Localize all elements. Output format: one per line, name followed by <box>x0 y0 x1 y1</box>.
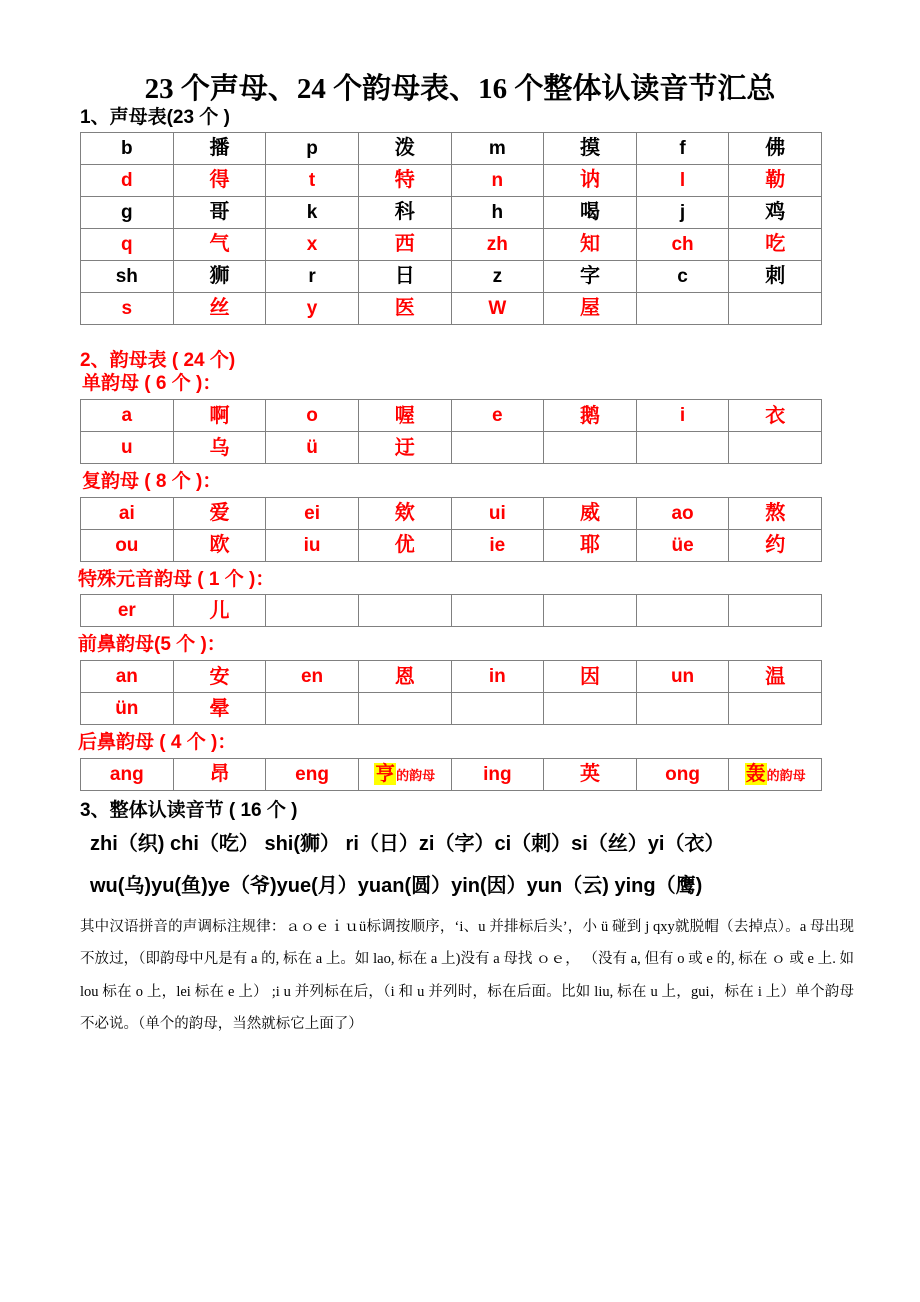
cell-hanzi: 儿 <box>173 595 266 627</box>
cell-hanzi: 摸 <box>544 132 637 164</box>
cell-empty <box>636 432 729 464</box>
cell-hanzi: 熬 <box>729 497 822 529</box>
cell-hanzi: 日 <box>358 260 451 292</box>
cell-hanzi: 鹅 <box>544 400 637 432</box>
table-row <box>81 228 822 260</box>
danyunmu-table <box>80 399 822 464</box>
cell-hanzi: 气 <box>173 228 266 260</box>
cell-hanzi: 讷 <box>544 164 637 196</box>
cell-empty <box>266 595 359 627</box>
cell-pinyin: en <box>266 661 359 693</box>
cell-pinyin: k <box>266 196 359 228</box>
table-row <box>81 132 822 164</box>
cell-hanzi: 优 <box>358 529 451 561</box>
cell-hanzi: 哥 <box>173 196 266 228</box>
cell-empty <box>451 693 544 725</box>
cell-hanzi: 爱 <box>173 497 266 529</box>
cell-pinyin: u <box>81 432 174 464</box>
qianbi-yunmu-heading: 前鼻韵母(5 个 )： <box>78 634 226 656</box>
cell-hanzi: 安 <box>173 661 266 693</box>
cell-pinyin: n <box>451 164 544 196</box>
cell-pinyin: z <box>451 260 544 292</box>
cell-pinyin: ui <box>451 497 544 529</box>
cell-empty <box>544 432 637 464</box>
cell-empty <box>544 693 637 725</box>
section-1-heading: 1、声母表(23 个 ) <box>80 106 230 128</box>
table-row <box>81 260 822 292</box>
cell-hanzi: 鸡 <box>729 196 822 228</box>
cell-pinyin: q <box>81 228 174 260</box>
cell-pinyin: c <box>636 260 729 292</box>
cell-hanzi: 屋 <box>544 292 637 324</box>
cell-hanzi: 迂 <box>358 432 451 464</box>
cell-pinyin: x <box>266 228 359 260</box>
highlight-rest-eng: 的韵母 <box>396 768 436 784</box>
cell-pinyin: eng <box>266 758 359 790</box>
danyunmu-heading: 单韵母 ( 6 个 )： <box>82 373 222 395</box>
cell-pinyin: s <box>81 292 174 324</box>
table-row <box>81 164 822 196</box>
cell-hanzi: 医 <box>358 292 451 324</box>
cell-hanzi: 知 <box>544 228 637 260</box>
cell-hanzi: 乌 <box>173 432 266 464</box>
syllable-line-2: wu(乌)yu(鱼)ye（爷)yue(月）yuan(圆）yin(因）yun（云) ying（鹰) <box>90 874 703 897</box>
cell-pinyin: iu <box>266 529 359 561</box>
cell-pinyin: ie <box>451 529 544 561</box>
section-2-heading: 2、韵母表 ( 24 个) <box>80 349 236 371</box>
cell-hanzi: 因 <box>544 661 637 693</box>
cell-pinyin: a <box>81 400 174 432</box>
cell-hanzi: 佛 <box>729 132 822 164</box>
cell-hanzi: 耶 <box>544 529 637 561</box>
cell-pinyin: an <box>81 661 174 693</box>
table-row <box>81 400 822 432</box>
qianbi-yunmu-table <box>80 660 822 725</box>
cell-pinyin: üe <box>636 529 729 561</box>
cell-hanzi: 欧 <box>173 529 266 561</box>
cell-pinyin: h <box>451 196 544 228</box>
cell-empty <box>451 595 544 627</box>
cell-pinyin: d <box>81 164 174 196</box>
cell-empty <box>729 292 822 324</box>
cell-hanzi: 科 <box>358 196 451 228</box>
page-title: 23 个声母、24 个韵母表、16 个整体认读音节汇总 <box>144 73 776 105</box>
fuyunmu-table <box>80 497 822 562</box>
cell-pinyin: un <box>636 661 729 693</box>
cell-empty <box>636 693 729 725</box>
shengmu-table <box>80 132 822 325</box>
houbi-yunmu-heading: 后鼻韵母 ( 4 个 )： <box>78 732 237 754</box>
table-row <box>81 661 822 693</box>
table-row <box>81 432 822 464</box>
cell-hanzi: 得 <box>173 164 266 196</box>
cell-empty <box>636 595 729 627</box>
cell-empty <box>266 693 359 725</box>
cell-pinyin: r <box>266 260 359 292</box>
cell-pinyin: g <box>81 196 174 228</box>
cell-pinyin: W <box>451 292 544 324</box>
tone-rule-note: 其中汉语拼音的声调标注规律：ａｏｅｉｕü标调按顺序，‘i、u 并排标后头’，小 ü 碰到 j qxy就脱帽（去掉点）。a 母出现不放过，（即韵母中凡是有 a 的, 标在 a 上。如 lao, 标在 a 上)没有 a 母找 ｏｅ， （没有 a, 但有 o 或 e 的, 标在 ｏ 或 e 上. 如 lou 标在 o 上，lei 标在 e 上） ;i u 并列标在后，（i 和 u 并列时，标在后面。比如 liu, 标在 u 上，gui，标在 i 上）单个韵母不必说。（单个的韵母，当然就标它上面了） <box>80 918 854 1033</box>
table-row <box>81 196 822 228</box>
cell-hanzi: 喝 <box>544 196 637 228</box>
highlight-mark-eng: 亨 <box>375 763 396 786</box>
cell-empty <box>358 595 451 627</box>
cell-pinyin: y <box>266 292 359 324</box>
cell-hanzi: 衣 <box>729 400 822 432</box>
highlight-rest-ong: 的韵母 <box>766 768 806 784</box>
cell-pinyin: ao <box>636 497 729 529</box>
teshu-yunmu-table <box>80 594 822 627</box>
cell-pinyin: i <box>636 400 729 432</box>
section-3-heading: 3、整体认读音节 ( 16 个 ) <box>80 799 298 821</box>
cell-pinyin: in <box>451 661 544 693</box>
cell-hanzi: 勒 <box>729 164 822 196</box>
cell-pinyin: l <box>636 164 729 196</box>
cell-pinyin: ai <box>81 497 174 529</box>
highlight-mark-ong: 轰 <box>745 763 766 786</box>
teshu-yunmu-heading: 特殊元音韵母 ( 1 个 )： <box>78 568 275 590</box>
cell-pinyin: zh <box>451 228 544 260</box>
table-row <box>81 497 822 529</box>
syllable-line-1: zhi（织) chi（吃） shi(狮） ri（日）zi（字）ci（刺）si（丝）yi（衣） <box>90 832 725 855</box>
cell-hanzi-highlight <box>729 758 822 790</box>
table-row <box>81 758 822 790</box>
cell-pinyin: ing <box>451 758 544 790</box>
cell-empty <box>729 595 822 627</box>
cell-pinyin: er <box>81 595 174 627</box>
table-row <box>81 595 822 627</box>
cell-pinyin: j <box>636 196 729 228</box>
cell-pinyin: ü <box>266 432 359 464</box>
cell-pinyin: e <box>451 400 544 432</box>
cell-pinyin: ch <box>636 228 729 260</box>
cell-hanzi: 昂 <box>173 758 266 790</box>
cell-pinyin: t <box>266 164 359 196</box>
cell-hanzi: 欸 <box>358 497 451 529</box>
cell-empty <box>451 432 544 464</box>
cell-empty <box>729 693 822 725</box>
cell-hanzi: 晕 <box>173 693 266 725</box>
cell-pinyin: p <box>266 132 359 164</box>
cell-empty <box>544 595 637 627</box>
cell-hanzi: 特 <box>358 164 451 196</box>
cell-hanzi: 播 <box>173 132 266 164</box>
cell-pinyin: ou <box>81 529 174 561</box>
fuyunmu-heading: 复韵母 ( 8 个 )： <box>82 471 222 493</box>
cell-hanzi: 英 <box>544 758 637 790</box>
table-row <box>81 292 822 324</box>
cell-hanzi: 泼 <box>358 132 451 164</box>
cell-pinyin: sh <box>81 260 174 292</box>
cell-pinyin: b <box>81 132 174 164</box>
cell-hanzi: 狮 <box>173 260 266 292</box>
houbi-yunmu-table <box>80 758 822 791</box>
cell-empty <box>636 292 729 324</box>
cell-pinyin: ei <box>266 497 359 529</box>
cell-hanzi: 丝 <box>173 292 266 324</box>
cell-hanzi: 字 <box>544 260 637 292</box>
cell-hanzi: 吃 <box>729 228 822 260</box>
cell-hanzi: 啊 <box>173 400 266 432</box>
cell-pinyin: ün <box>81 693 174 725</box>
cell-hanzi-highlight <box>358 758 451 790</box>
cell-empty <box>729 432 822 464</box>
cell-hanzi: 威 <box>544 497 637 529</box>
cell-hanzi: 喔 <box>358 400 451 432</box>
cell-hanzi: 约 <box>729 529 822 561</box>
cell-pinyin: ong <box>636 758 729 790</box>
table-row <box>81 529 822 561</box>
cell-pinyin: ang <box>81 758 174 790</box>
cell-hanzi: 西 <box>358 228 451 260</box>
cell-empty <box>358 693 451 725</box>
cell-hanzi: 刺 <box>729 260 822 292</box>
table-row <box>81 693 822 725</box>
cell-hanzi: 恩 <box>358 661 451 693</box>
cell-pinyin: o <box>266 400 359 432</box>
cell-pinyin: f <box>636 132 729 164</box>
cell-hanzi: 温 <box>729 661 822 693</box>
cell-pinyin: m <box>451 132 544 164</box>
